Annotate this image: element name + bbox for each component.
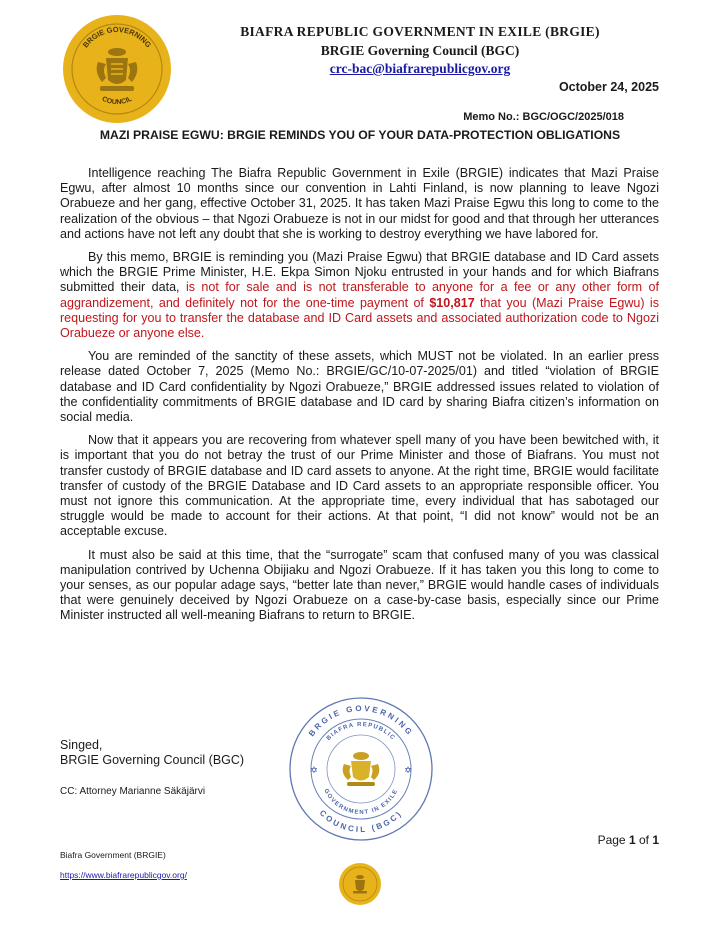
seal-star-left-icon: ✡	[310, 765, 318, 775]
paragraph-4: Now that it appears you are recovering from whatever spell many of you have been bewitched with, it is important that you do not betray the trust of our Prime Minister and those of Biafrans. You must not transfer custody of BRGIE database and ID card assets to anyone. At the right time, BRGIE would facilitate transfer of custody of the BRGIE Database and ID Card assets to an appropriate responsible officer. You must not ignore this communication. At the appropriate time, every individual that has sabotaged our struggle would be made to account for their actions. At that point, “I did not know” would not be an acceptable excuse.	[60, 433, 659, 539]
header-government-name: BIAFRA REPUBLIC GOVERNMENT IN EXILE (BRGIE)	[240, 24, 600, 39]
brgie-council-logo	[62, 14, 172, 124]
footer-org: Biafra Government (BRGIE)	[60, 850, 166, 860]
signature-salutation: Singed,	[60, 738, 103, 752]
seal-outer-top-text: BRGIE GOVERNING	[307, 703, 415, 739]
paragraph-2-intro: By this memo, BRGIE is reminding you (Mazi Praise Egwu) that BRGIE database and ID Card assets which the BRGIE Prime Minister, H.E. Ekpa Simon Njoku entrusted in your hands and for which Biafrans submitted their data,	[60, 250, 659, 295]
signature-block	[60, 738, 244, 768]
page-current: 1	[628, 833, 636, 847]
seal-outer-bottom-text: COUNCIL (BGC)	[317, 808, 405, 835]
page-number	[598, 833, 659, 847]
footer-website-link[interactable]: https://www.biafrarepublicgov.org/	[60, 870, 187, 880]
memo-title: MAZI PRAISE EGWU: BRGIE REMINDS YOU OF YOUR DATA-PROTECTION OBLIGATIONS	[99, 128, 621, 142]
memo-body	[60, 166, 659, 632]
paragraph-2	[60, 250, 659, 341]
paragraph-2-warning: is not for sale and is not transferable to anyone for a fee or any other form of aggrandizement, and definitely not for the one-time payment of	[60, 280, 659, 310]
footer-logo	[338, 862, 382, 906]
page-of: of	[635, 833, 653, 847]
seal-star-right-icon: ✡	[404, 765, 412, 775]
memo-date: October 24, 2025	[558, 80, 659, 94]
header-council-name: BRGIE Governing Council (BGC)	[320, 43, 520, 58]
council-seal	[288, 696, 434, 842]
seal-inner-top-text: BIAFRA REPUBLIC	[325, 721, 397, 742]
signature-council: BRGIE Governing Council (BGC)	[60, 753, 245, 767]
cc-line: CC: Attorney Marianne Säkäjärvi	[60, 786, 206, 797]
page-label: Page	[597, 833, 629, 847]
seal-coat-of-arms-icon	[343, 752, 380, 786]
paragraph-3: You are reminded of the sanctity of these assets, which MUST not be violated. In an earlier press release dated October 7, 2025 (Memo No.: BRGIE/GC/10-07-2025/01) and titled “violation of BRGIE database and ID Card confidentiality by Ngozi Orabueze,” BRGIE addressed issues related to violation of the confidentiality commitments of BRGIE database and ID card by sharing Biafra citizen’s information on social media.	[60, 349, 659, 425]
logo-top-text: BRGIE GOVERNING	[80, 24, 154, 50]
paragraph-5: It must also be said at this time, that the “surrogate” scam that confused many of you was classical manipulation contrived by Uchenna Obijiaku and Ngozi Orabueze. If it has taken you this long to come to your senses, as our popular adage says, “better late than never,” BRGIE would handle cases of individuals that were genuinely deceived by Ngozi Orabueze on a case-by-case basis, especially since our Prime Minister instructed all well-meaning Biafrans to return to BRGIE.	[60, 547, 659, 623]
payment-amount: $10,817	[429, 295, 475, 310]
header-email-link[interactable]: crc-bac@biafrarepublicgov.org	[329, 61, 511, 76]
paragraph-1: Intelligence reaching The Biafra Republic Government in Exile (BRGIE) indicates that Mazi Praise Egwu, after almost 10 months since our convention in Lahti Finland, is now planning to leave Ngozi Orabueze and her gang, effective October 31, 2025. It has taken Mazi Praise Egwu this long to come to the realization of the obvious – that Ngozi Orabueze is not in our midst for good and that through her utterances and actions have not left any doubt that she is working to destroy everything we have labored for.	[60, 166, 659, 241]
memo-number: Memo No.: BGC/OGC/2025/018	[463, 111, 624, 123]
seal-inner-bottom-text: GOVERNMENT IN EXILE	[322, 788, 400, 817]
logo-bottom-text: COUNCIL	[100, 95, 134, 107]
paragraph-2-warning-end: that you (Mazi Praise Egwu) is requesting for you to transfer the database and ID Card assets and associated authorization code to Ngozi Orabueze or anyone else.	[60, 295, 659, 341]
page-total: 1	[652, 833, 659, 847]
